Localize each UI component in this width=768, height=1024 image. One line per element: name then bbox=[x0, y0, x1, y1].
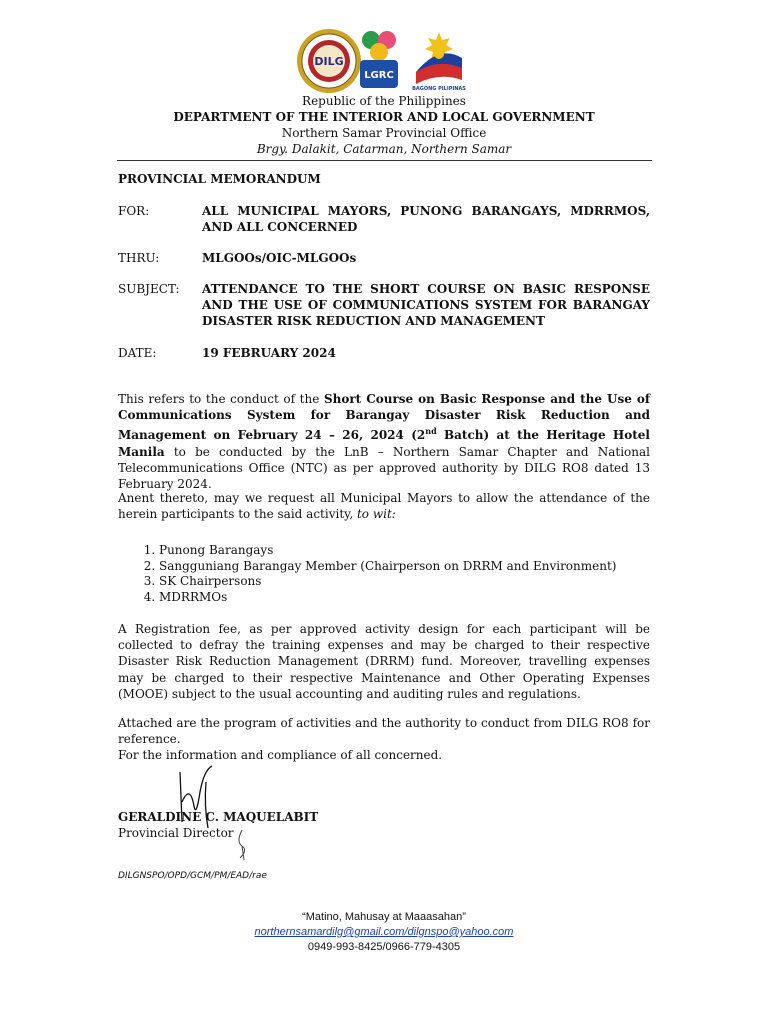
memo-title: PROVINCIAL MEMORANDUM bbox=[118, 172, 321, 186]
p2-text: Anent thereto, may we request all Municipal Mayors to allow the attendance of the herein participants to the said activity, bbox=[118, 491, 650, 522]
lgrc-logo-text: LGRC bbox=[364, 70, 394, 81]
signatory-block bbox=[118, 809, 318, 841]
footer bbox=[0, 910, 768, 955]
for-value: ALL MUNICIPAL MAYORS, PUNONG BARANGAYS, MDRRMOS, AND ALL CONCERNED bbox=[202, 204, 650, 234]
list-item: 4. MDRRMOs bbox=[159, 590, 659, 606]
republic-line: Republic of the Philippines bbox=[302, 94, 466, 108]
paragraph-3: A Registration fee, as per approved activity design for each participant will be collected to defray the training expenses and may be charged to their respective Disaster Risk Reduction Management (DRRM) fund. Moreover, travelling expenses may be charged to their respective Maintenance and Other Operating Expenses (MOOE) subject to the usual accounting and auditing rules and regulations. bbox=[118, 622, 650, 701]
thru-label: THRU: bbox=[118, 251, 160, 265]
office-name: Northern Samar Provincial Office bbox=[281, 126, 487, 140]
header-divider bbox=[117, 160, 652, 161]
p1-bold-1: Short Course on Basic Response and the Use of Communications System for Barangay Disaster Risk Reduction and Management on February 24 – 26, 2024 (2 bbox=[118, 392, 650, 443]
paragraph-2 bbox=[118, 490, 650, 522]
footer-motto: “Matino, Mahusay at Maaasahan” bbox=[302, 911, 466, 923]
subject-value: ATTENDANCE TO THE SHORT COURSE ON BASIC RESPONSE AND THE USE OF COMMUNICATIONS SYSTEM FOR BARANGAY DISASTER RISK REDUCTION AND MANAGEMENT bbox=[202, 282, 650, 328]
list-item: 2. Sangguniang Barangay Member (Chairperson on DRRM and Environment) bbox=[159, 559, 659, 575]
participant-list bbox=[118, 543, 659, 606]
p1-bold-2: Batch) at the Heritage Hotel Manila bbox=[118, 428, 650, 459]
paragraph-1 bbox=[118, 391, 650, 492]
footer-email-link[interactable]: northernsamardilg@gmail.com/dilgnspo@yahoo.com bbox=[254, 926, 514, 938]
reference-code: DILGNSPO/OPD/GCM/PM/EAD/rae bbox=[118, 871, 267, 881]
for-label: FOR: bbox=[118, 204, 150, 218]
thru-value: MLGOOs/OIC-MLGOOs bbox=[202, 251, 357, 265]
p1-text-a: This refers to the conduct of the bbox=[118, 392, 324, 406]
list-item: 3. SK Chairpersons bbox=[159, 574, 659, 590]
header-logos bbox=[0, 28, 768, 94]
bagong-logo-text: BAGONG PILIPINAS bbox=[412, 86, 466, 92]
subject-label: SUBJECT: bbox=[118, 282, 180, 296]
list-item: 1. Punong Barangays bbox=[159, 543, 659, 559]
paragraph-5: For the information and compliance of all concerned. bbox=[118, 748, 443, 762]
signatory-position: Provincial Director bbox=[118, 826, 234, 840]
memo-for-row bbox=[118, 203, 650, 237]
signatory-name: GERALDINE C. MAQUELABIT bbox=[118, 810, 319, 824]
lgrc-emblem-icon bbox=[358, 28, 400, 90]
p1-superscript: nd bbox=[425, 426, 437, 437]
footer-phones: 0949-993-8425/0966-779-4305 bbox=[307, 941, 461, 953]
memo-date-row bbox=[118, 345, 650, 363]
bagong-pilipinas-icon bbox=[408, 28, 470, 92]
office-address: Brgy. Dalakit, Catarman, Northern Samar bbox=[256, 142, 512, 156]
memo-thru-row bbox=[118, 250, 650, 268]
p1-text-b: to be conducted by the LnB – Northern Samar Chapter and National Telecommunications Office (NTC) as per approved authority by DILG RO8 dated 13 February 2024. bbox=[118, 444, 650, 492]
date-value: 19 FEBRUARY 2024 bbox=[202, 346, 336, 360]
memo-subject-row bbox=[118, 281, 650, 331]
paragraph-4: Attached are the program of activities and the authority to conduct from DILG RO8 for reference. bbox=[118, 716, 650, 747]
dilg-seal-icon bbox=[296, 28, 362, 94]
letterhead bbox=[0, 93, 768, 157]
p2-italic: to wit: bbox=[356, 507, 396, 522]
date-label: DATE: bbox=[118, 346, 157, 360]
dilg-logo-text: DILG bbox=[314, 55, 344, 68]
department-name: DEPARTMENT OF THE INTERIOR AND LOCAL GOVERNMENT bbox=[173, 110, 595, 124]
